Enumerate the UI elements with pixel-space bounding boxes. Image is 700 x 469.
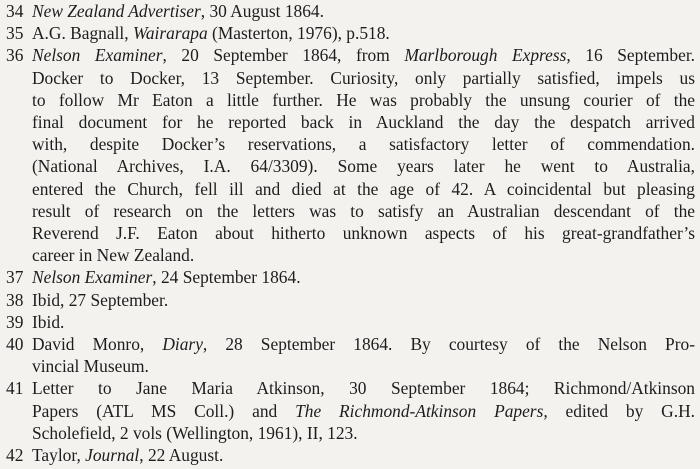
- endnote-line: [32, 422, 695, 444]
- text-run: , 20 September 1864, from: [162, 45, 405, 66]
- endnotes-list: [6, 0, 695, 466]
- endnote-text: [32, 44, 695, 266]
- endnote-number: 39: [6, 311, 24, 332]
- italic-title: Nelson Examiner: [32, 267, 153, 288]
- endnote-line: [32, 222, 695, 244]
- endnote-number: 42: [6, 445, 24, 466]
- endnote-text: [32, 266, 695, 288]
- italic-title: New Zealand Advertiser: [32, 1, 201, 21]
- italic-title: Diary: [162, 334, 203, 355]
- text-run: , 28 September 1864. By courtesy of the Nelson Pro-: [202, 334, 695, 355]
- endnote-36: [6, 44, 695, 266]
- endnote-40: [6, 333, 695, 377]
- endnote-number: 40: [6, 334, 24, 355]
- endnote-text: [32, 0, 695, 22]
- text-run: career in New Zealand.: [32, 245, 195, 266]
- endnote-line: [32, 266, 695, 288]
- endnote-35: [6, 22, 695, 44]
- text-run: Ibid.: [32, 311, 65, 332]
- endnote-line: [32, 333, 695, 355]
- text-run: (Masterton, 1976), p.518.: [207, 23, 390, 44]
- text-run: final document for he reported back in Auckland the day the despatch arrived: [32, 112, 695, 133]
- endnote-38: [6, 289, 695, 311]
- text-run: , 24 September 1864.: [152, 267, 301, 288]
- endnote-line: [32, 289, 695, 311]
- endnote-line: [32, 67, 695, 89]
- endnote-line: [32, 355, 695, 377]
- endnote-41: [6, 377, 695, 444]
- endnote-line: [32, 311, 695, 333]
- text-run: Papers (ATL MS Coll.) and: [32, 400, 296, 421]
- italic-title: Nelson Examiner: [32, 45, 163, 66]
- endnote-line: [32, 178, 695, 200]
- endnote-line: [32, 89, 695, 111]
- endnote-37: [6, 266, 695, 288]
- text-run: David Monro,: [32, 334, 163, 355]
- endnote-number: 38: [6, 289, 24, 310]
- endnote-number: 37: [6, 267, 24, 288]
- endnote-text: [32, 444, 695, 466]
- text-run: Letter to Jane Maria Atkinson, 30 September 1864; Richmond/Atkinson: [32, 378, 695, 399]
- endnote-line: [32, 155, 695, 177]
- text-run: Reverend J.F. Eaton about hitherto unknown aspects of his great-grandfather’s: [32, 223, 695, 244]
- text-run: with, despite Docker’s reservations, a satisfactory letter of commendation.: [32, 134, 695, 155]
- endnote-text: [32, 22, 695, 44]
- endnote-line: [32, 200, 695, 222]
- endnote-number: 35: [6, 23, 24, 44]
- text-run: Docker to Docker, 13 September. Curiosity, only partially satisfied, impels us: [32, 67, 695, 88]
- italic-title: The Richmond-Atkinson Papers,: [295, 400, 548, 421]
- endnote-line: [32, 0, 695, 22]
- italic-title: Marlborough Express,: [404, 45, 571, 66]
- text-run: , 30 August 1864.: [200, 1, 324, 21]
- endnote-line: [32, 22, 695, 44]
- text-run: (National Archives, I.A. 64/3309). Some years later he went to Australia,: [32, 156, 695, 177]
- text-run: 16 September.: [570, 45, 696, 66]
- endnote-42: [6, 444, 695, 466]
- endnote-39: [6, 311, 695, 333]
- text-run: Scholefield, 2 vols (Wellington, 1961), II, 123.: [32, 422, 358, 443]
- endnote-line: [32, 44, 695, 66]
- endnote-34: [6, 0, 695, 22]
- endnote-number: 41: [6, 378, 24, 399]
- endnote-line: [32, 400, 695, 422]
- endnote-text: [32, 333, 695, 377]
- endnote-number: 36: [6, 45, 24, 66]
- text-run: to follow Mr Eaton a little further. He was probably the unsung courier of the: [32, 89, 695, 110]
- italic-title: Wairarapa: [132, 23, 208, 44]
- endnote-line: [32, 444, 695, 466]
- endnote-line: [32, 111, 695, 133]
- endnote-text: [32, 311, 695, 333]
- text-run: Taylor,: [32, 445, 86, 466]
- text-run: Ibid, 27 September.: [32, 289, 169, 310]
- endnote-line: [32, 133, 695, 155]
- endnote-text: [32, 377, 695, 444]
- endnote-line: [32, 244, 695, 266]
- endnote-number: 34: [6, 1, 24, 21]
- text-run: edited by G.H.: [547, 400, 695, 421]
- endnote-text: [32, 289, 695, 311]
- italic-title: Journal: [85, 445, 140, 466]
- endnote-line: [32, 377, 695, 399]
- text-run: A.G. Bagnall,: [32, 23, 133, 44]
- text-run: vincial Museum.: [32, 356, 149, 377]
- text-run: entered the Church, fell ill and died at the age of 42. A coincidental but pleasing: [32, 178, 695, 199]
- text-run: result of research on the letters was to satisfy an Australian descendant of the: [32, 200, 695, 221]
- text-run: , 22 August.: [139, 445, 224, 466]
